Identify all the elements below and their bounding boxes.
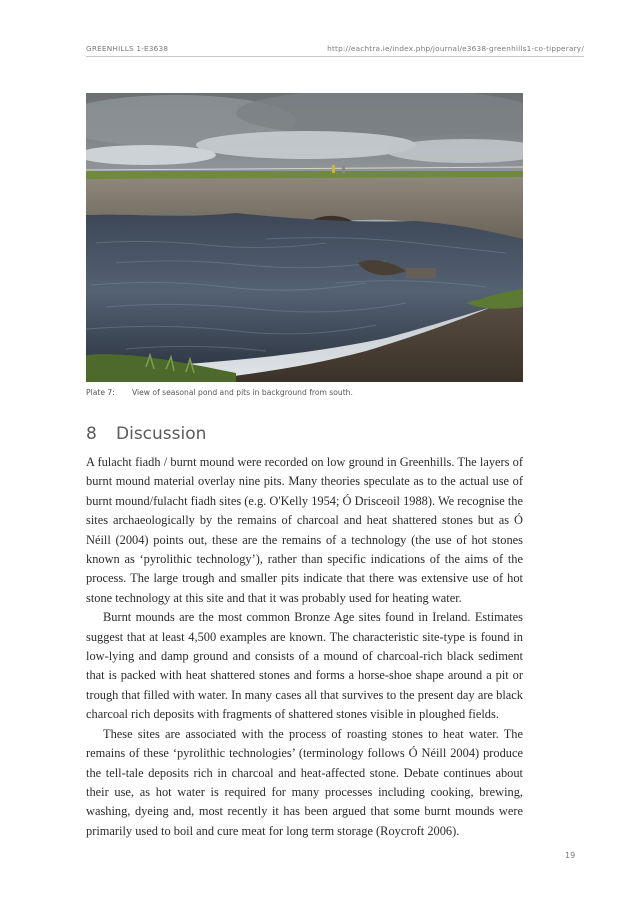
discussion-body [86, 453, 523, 841]
pond-photograph [86, 93, 523, 382]
paragraph: These sites are associated with the process of roasting stones to heat water. The remains of these ‘pyrolithic technologies’ (terminology follows Ó Néill 2004) produce the tell-tale deposits rich in charcoal and heat-affected stone. Debate continues about their use, as hot water is required for many processes including cooking, brewing, washing, dyeing and, most recently it has been argued that some burnt mounds were primarily used to boil and cure meat for long term storage (Roycroft 2006). [86, 726, 523, 838]
caption-label: Plate 7: [86, 388, 115, 397]
section-title: Discussion [116, 424, 207, 444]
running-header [86, 44, 584, 53]
paragraph: A fulacht fiadh / burnt mound were recorded on low ground in Greenhills. The layers of burnt mound material overlay nine pits. Many theories speculate as to the actual use of burnt mound/fulacht fiadh sites (e.g. O'Kelly 1954; Ó Drisceoil 1988). We recognise the sites archaeologically by the remains of charcoal and heat shattered stones but as Ó Néill (2004) points out, these are the remains of a technology (the use of hot stones known as ‘pyrolithic technology’), rather than specific indications of the aims of the process. The large trough and smaller pits indicate that there was extensive use of hot stone technology at this site and that it was probably used for heating water. [86, 455, 523, 605]
section-heading [86, 424, 206, 444]
paragraph: Burnt mounds are the most common Bronze Age sites found in Ireland. Estimates suggest that at least 4,500 examples are known. The characteristic site-type is found in low-lying and damp ground and consists of a mound of charcoal-rich black sediment that is packed with heat shattered stones and forms a horse-shoe shape around a pit or trough that filled with water. In many cases all that survives to the present day are black charcoal rich deposits with fragments of shattered stones visible in ploughed fields. [86, 610, 523, 722]
caption-text: View of seasonal pond and pits in background from south. [132, 388, 353, 397]
header-divider [86, 56, 584, 57]
section-number: 8 [86, 424, 97, 444]
header-site-code: GREENHILLS 1-E3638 [86, 44, 169, 53]
header-url: http://eachtra.ie/index.php/journal/e3638-greenhills1-co-tipperary/ [327, 44, 584, 53]
page-number: 19 [565, 851, 576, 860]
figure-caption [86, 388, 546, 397]
